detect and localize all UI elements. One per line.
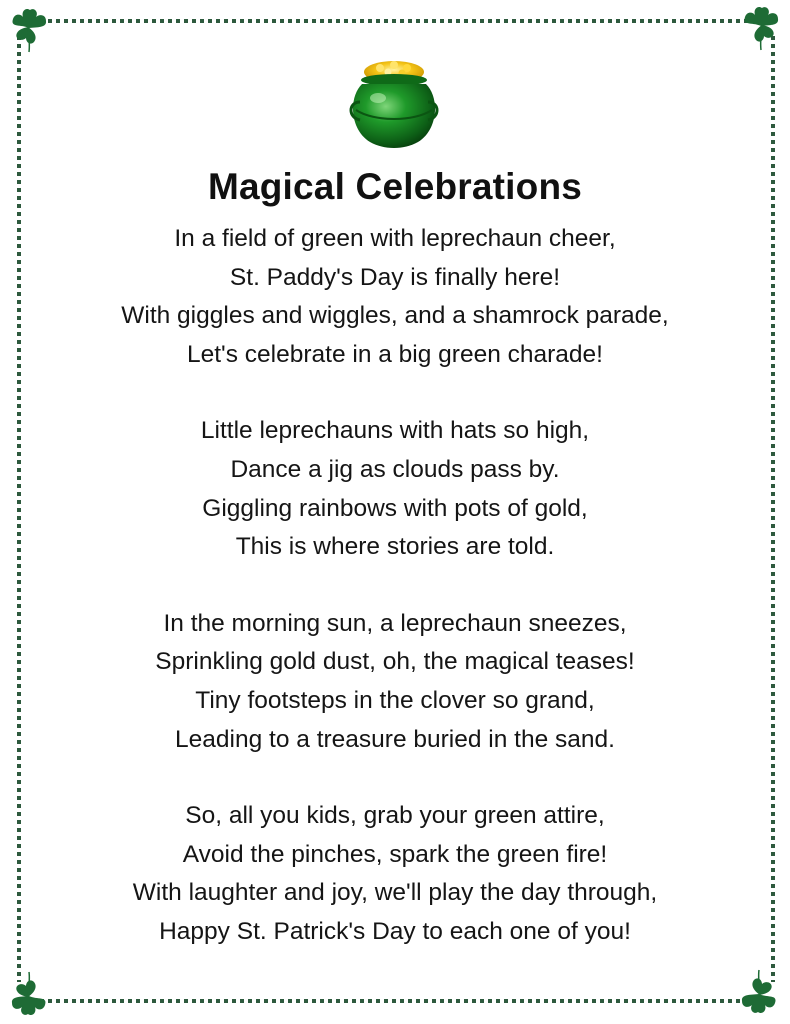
poem-body bbox=[0, 220, 790, 990]
poem-line: Dance a jig as clouds pass by. bbox=[230, 455, 560, 483]
stanza bbox=[0, 412, 790, 566]
poem-line: With giggles and wiggles, and a shamrock parade, bbox=[121, 302, 669, 330]
pot-of-gold-icon bbox=[344, 58, 444, 150]
poem-line: Let's celebrate in a big green charade! bbox=[186, 340, 603, 368]
border-bottom bbox=[40, 999, 750, 1003]
stanza bbox=[0, 605, 790, 759]
border-top bbox=[40, 19, 752, 23]
shamrock-icon bbox=[736, 2, 786, 52]
poem-line: St. Paddy's Day is finally here! bbox=[229, 263, 561, 291]
stanza bbox=[0, 220, 790, 374]
stanza bbox=[0, 797, 790, 951]
poem-line: Leading to a treasure buried in the sand. bbox=[175, 725, 615, 753]
poem-line: Little leprechauns with hats so high, bbox=[200, 417, 590, 445]
poem-line: Avoid the pinches, spark the green fire! bbox=[182, 840, 608, 868]
poem-line: This is where stories are told. bbox=[235, 533, 555, 561]
poem-line: Giggling rainbows with pots of gold, bbox=[202, 494, 588, 522]
poem-title: Magical Celebrations bbox=[207, 166, 583, 207]
poem-line: So, all you kids, grab your green attire, bbox=[185, 802, 605, 830]
poem-line: Sprinkling gold dust, oh, the magical teases! bbox=[155, 648, 635, 676]
poem-line: Happy St. Patrick's Day to each one of you! bbox=[159, 917, 631, 945]
poem-line: With laughter and joy, we'll play the day through, bbox=[132, 879, 658, 907]
poem-line: In a field of green with leprechaun cheer, bbox=[174, 225, 616, 252]
shamrock-icon bbox=[4, 4, 54, 54]
poem-line: In the morning sun, a leprechaun sneezes, bbox=[163, 609, 627, 637]
poem-line: Tiny footsteps in the clover so grand, bbox=[195, 686, 595, 714]
